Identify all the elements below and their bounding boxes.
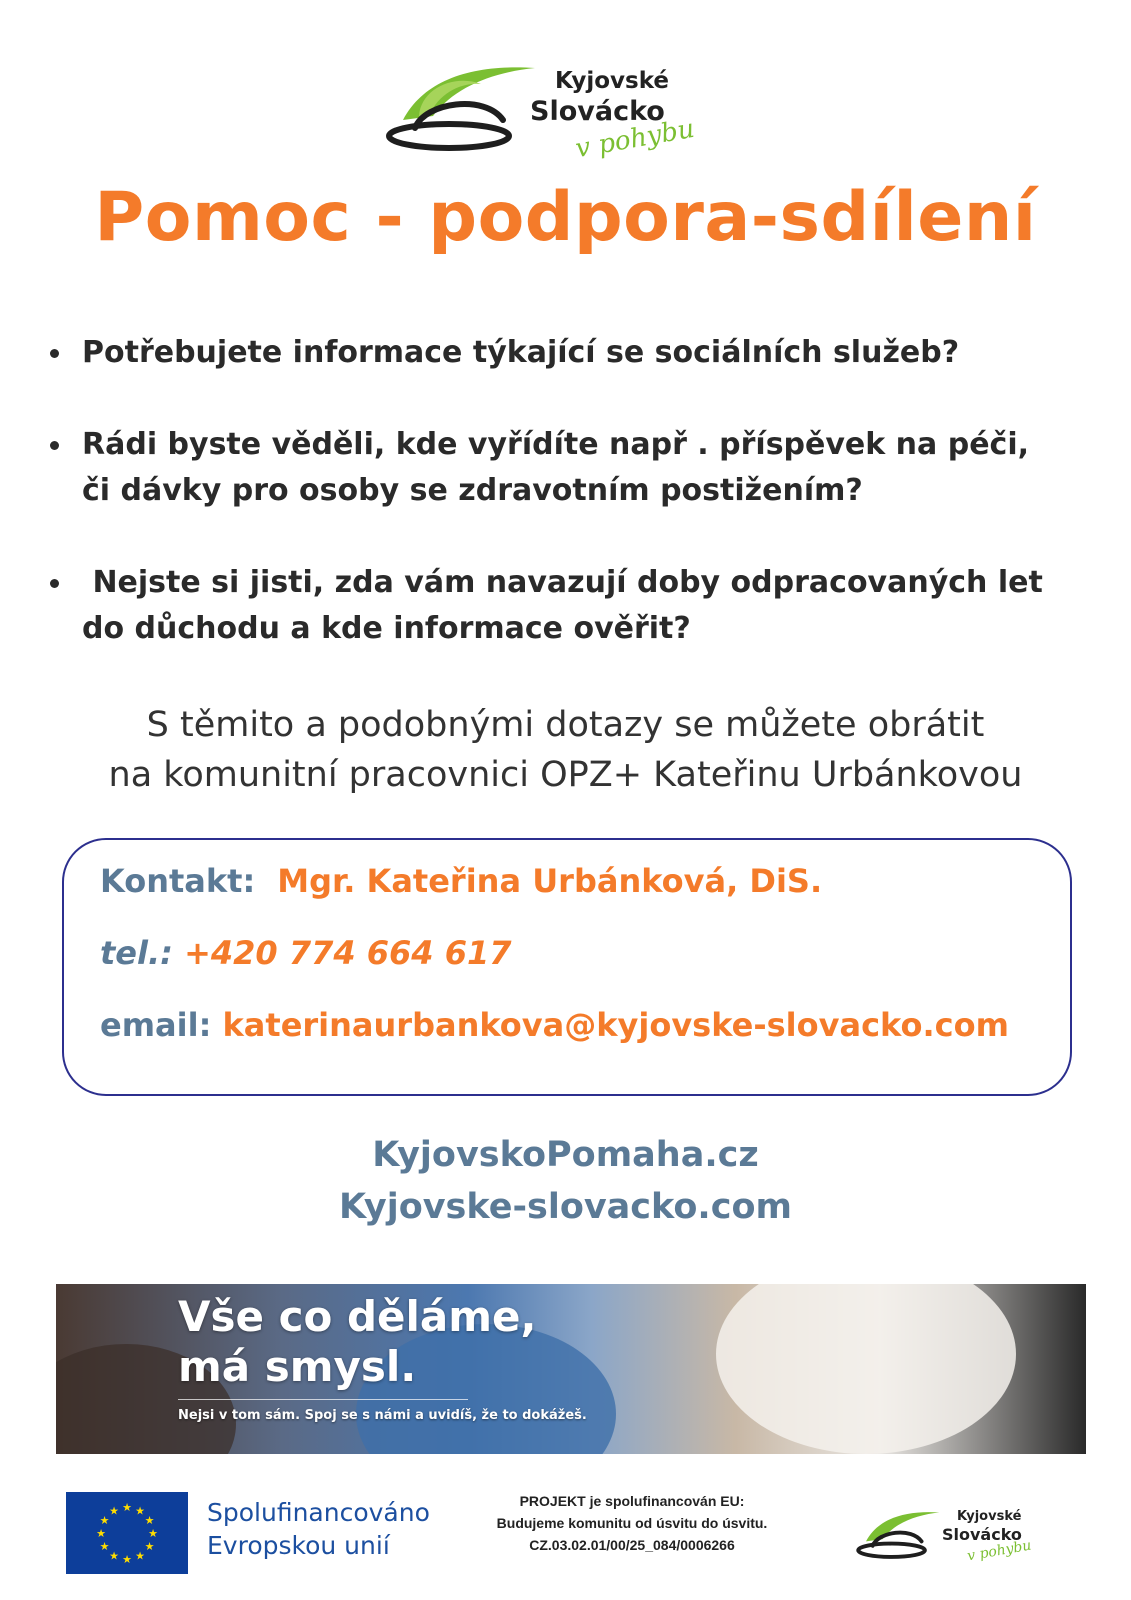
banner-heading <box>178 1292 536 1392</box>
eu-star-icon: ★ <box>109 1504 119 1518</box>
contact-name: Mgr. Kateřina Urbánková, DiS. <box>277 862 823 900</box>
eu-cofinanced-text <box>207 1496 430 1562</box>
banner-divider <box>178 1399 468 1400</box>
eu-star-icon: ★ <box>135 1549 145 1563</box>
intro-line-2: na komunitní pracovnici OPZ+ Kateřinu Urbánkovou <box>108 755 1023 795</box>
banner-shape <box>716 1284 1016 1454</box>
eu-star-icon: ★ <box>122 1501 132 1514</box>
logo-line-1: Kyjovské <box>555 68 669 94</box>
contact-email-row <box>100 1006 1009 1044</box>
logo-script: v pohybu <box>573 113 697 165</box>
eu-star-icon: ★ <box>144 1540 155 1553</box>
bullet-text: Potřebujete informace týkající se sociálních služeb? <box>82 335 960 370</box>
bullet-text: Nejste si jisti, zda vám navazují doby odpracovaných let <box>82 565 1043 600</box>
eu-flag-icon <box>66 1492 188 1574</box>
logo-line-2: Slovácko <box>530 96 665 127</box>
eu-line-2: Evropskou unií <box>207 1531 390 1560</box>
hat-swoosh-logo-icon <box>856 1505 956 1570</box>
bullet-text: do důchodu a kde informace ověřit? <box>82 611 691 646</box>
contact-name-row <box>100 862 822 900</box>
contact-tel-row <box>100 934 511 972</box>
eu-line-1: Spolufinancováno <box>207 1498 430 1527</box>
banner-heading-line-2: má smysl. <box>178 1342 417 1391</box>
list-item <box>48 560 1088 652</box>
tel-link[interactable]: +420 774 664 617 <box>184 934 512 972</box>
footer-logo-line-2: Slovácko <box>942 1525 1022 1544</box>
intro-text <box>0 700 1131 800</box>
project-line-1: PROJEKT je spolufinancován EU: <box>519 1493 745 1509</box>
website-link-1[interactable]: KyjovskoPomaha.cz <box>372 1135 759 1175</box>
contact-label: Kontakt: <box>100 862 256 900</box>
banner-image <box>56 1284 1086 1454</box>
eu-star-icon: ★ <box>144 1514 155 1527</box>
eu-star-icon: ★ <box>99 1540 110 1553</box>
question-list <box>48 330 1088 652</box>
eu-star-icon: ★ <box>122 1553 132 1566</box>
eu-star-icon: ★ <box>148 1527 158 1540</box>
eu-stars <box>66 1492 188 1574</box>
intro-line-1: S těmito a podobnými dotazy se můžete obrátit <box>146 705 985 745</box>
banner-heading-line-1: Vše co děláme, <box>178 1292 537 1341</box>
website-link-2[interactable]: Kyjovske-slovacko.com <box>339 1187 792 1227</box>
contact-box <box>62 838 1072 1096</box>
eu-star-icon: ★ <box>99 1514 110 1527</box>
eu-star-icon: ★ <box>109 1549 119 1563</box>
bullet-text: či dávky pro osoby se zdravotním postižením? <box>82 473 863 508</box>
eu-star-icon: ★ <box>96 1527 106 1540</box>
project-line-3: CZ.03.02.01/00/25_084/0006266 <box>529 1537 735 1553</box>
tel-label: tel.: <box>100 934 173 972</box>
footer-logo-line-1: Kyjovské <box>957 1509 1022 1524</box>
email-link[interactable]: katerinaurbankova@kyjovske-slovacko.com <box>222 1006 1009 1044</box>
eu-star-icon: ★ <box>135 1504 145 1518</box>
project-info <box>462 1490 802 1556</box>
list-item <box>48 330 1088 376</box>
logo <box>385 58 750 168</box>
project-line-2: Budujeme komunitu od úsvitu do úsvitu. <box>496 1515 768 1531</box>
bullet-text: Rádi byste věděli, kde vyřídíte např . příspěvek na péči, <box>82 427 1030 462</box>
banner-subtitle: Nejsi v tom sám. Spoj se s námi a uvidíš, že to dokážeš. <box>178 1408 587 1423</box>
list-item <box>48 422 1088 514</box>
footer-logo <box>862 1505 1072 1570</box>
page-title: Pomoc - podpora-sdílení <box>94 178 1037 257</box>
footer-logo-script: v pohybu <box>966 1537 1033 1565</box>
email-label: email: <box>100 1006 212 1044</box>
